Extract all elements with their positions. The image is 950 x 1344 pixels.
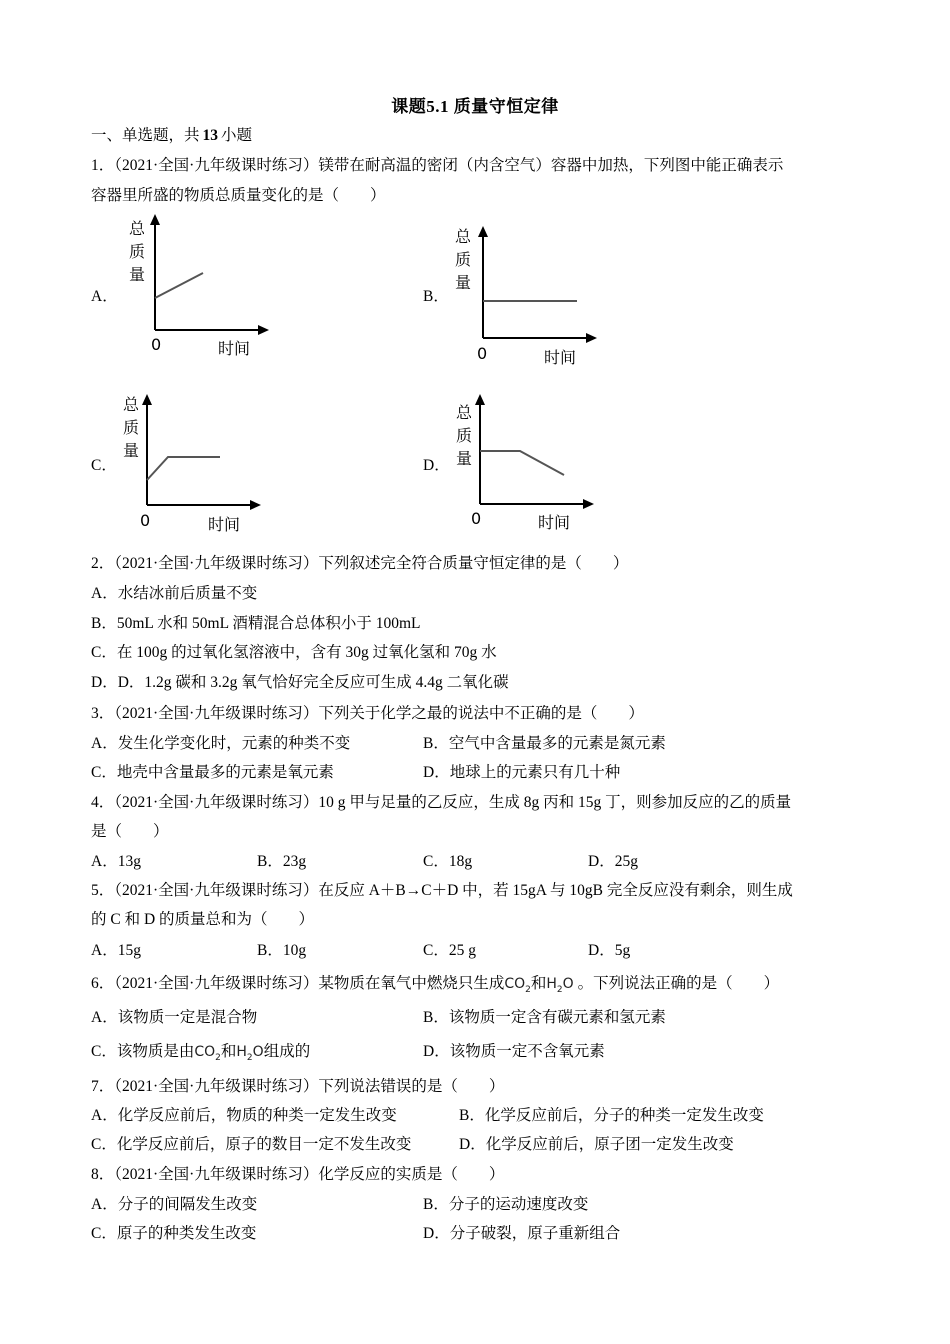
q1-graph-b — [443, 222, 613, 372]
q8-option-c[interactable]: C．原子的种类发生改变 — [91, 1225, 257, 1242]
y-label-char2: 质 — [123, 418, 140, 437]
x-axis-arrow — [258, 325, 269, 335]
q5-stem-line2: 的 C 和 D 的质量总和为（ ） — [91, 911, 315, 928]
q8-option-b[interactable]: B．分子的运动速度改变 — [423, 1196, 589, 1213]
origin-label: 0 — [471, 509, 482, 528]
x-axis-label: 时间 — [544, 348, 577, 367]
y-label-char1: 总 — [123, 395, 140, 414]
y-label-char2: 质 — [129, 242, 146, 261]
q8-option-a[interactable]: A．分子的间隔发生改变 — [91, 1196, 258, 1213]
rise-then-flat-line — [147, 457, 220, 480]
q6-option-b[interactable]: B．该物质一定含有碳元素和氢元素 — [423, 1009, 666, 1026]
q4-option-b[interactable]: B．23g — [257, 853, 307, 870]
x-axis-arrow — [250, 500, 261, 510]
y-label-char1: 总 — [455, 227, 472, 246]
q7-option-b[interactable]: B．化学反应前后，分子的种类一定发生改变 — [459, 1107, 764, 1124]
y-label-char2: 质 — [455, 250, 472, 269]
flat-then-fall-line — [480, 451, 564, 475]
y-label-char3: 量 — [123, 441, 140, 460]
q2-stem: 2．（2021·全国·九年级课时练习）下列叙述完全符合质量守恒定律的是（ ） — [91, 555, 629, 572]
q4-option-a[interactable]: A．13g — [91, 853, 141, 870]
y-label-char3: 量 — [455, 273, 472, 292]
section-heading: 一、单选题，共 13 小题 — [91, 127, 253, 144]
q3-option-a[interactable]: A．发生化学变化时，元素的种类不变 — [91, 735, 351, 752]
q1-graph-a — [115, 212, 285, 362]
q2-option-b[interactable]: B．50mL 水和 50mL 酒精混合总体积小于 100mL — [91, 615, 421, 632]
q1-graph-c — [107, 390, 277, 540]
q5-option-b[interactable]: B．10g — [257, 942, 307, 959]
y-label-char3: 量 — [129, 265, 146, 284]
q8-option-d[interactable]: D．分子破裂，原子重新组合 — [423, 1225, 621, 1242]
x-axis-arrow — [586, 333, 597, 343]
q4-option-d[interactable]: D．25g — [588, 853, 638, 870]
q7-option-c[interactable]: C．化学反应前后，原子的数目一定不发生改变 — [91, 1136, 412, 1153]
x-axis-label: 时间 — [208, 515, 241, 534]
y-label-char1: 总 — [129, 219, 146, 238]
q7-stem: 7．（2021·全国·九年级课时练习）下列说法错误的是（ ） — [91, 1078, 505, 1095]
x-axis-label: 时间 — [218, 339, 251, 358]
q5-option-c[interactable]: C．25 g — [423, 942, 476, 959]
x-axis-label: 时间 — [538, 513, 571, 532]
q6-option-a[interactable]: A．该物质一定是混合物 — [91, 1009, 258, 1026]
q8-stem: 8．（2021·全国·九年级课时练习）化学反应的实质是（ ） — [91, 1166, 505, 1183]
y-axis-arrow — [150, 214, 160, 225]
q1-option-c-label[interactable]: C． — [91, 457, 117, 474]
q3-option-b[interactable]: B．空气中含量最多的元素是氮元素 — [423, 735, 666, 752]
origin-label: 0 — [151, 335, 162, 354]
y-label-char2: 质 — [456, 426, 473, 445]
q7-option-d[interactable]: D．化学反应前后，原子团一定发生改变 — [459, 1136, 734, 1153]
x-axis-arrow — [583, 499, 594, 509]
q7-option-a[interactable]: A．化学反应前后，物质的种类一定发生改变 — [91, 1107, 397, 1124]
q3-stem: 3．（2021·全国·九年级课时练习）下列关于化学之最的说法中不正确的是（ ） — [91, 705, 644, 722]
co2-formula: $CO_2$ — [504, 976, 531, 995]
y-axis-arrow — [478, 226, 488, 237]
y-axis-arrow — [475, 394, 485, 405]
q4-stem-line1: 4．（2021·全国·九年级课时练习）10 g 甲与足量的乙反应，生成 8g 丙和 15g 丁，则参加反应的乙的质量 — [91, 794, 792, 811]
y-label-char1: 总 — [456, 403, 473, 422]
q3-option-d[interactable]: D．地球上的元素只有几十种 — [423, 764, 621, 781]
q6-option-c[interactable]: C．该物质是由$CO_2$和$H_2O$组成的 — [91, 1043, 311, 1063]
q4-stem-line2: 是（ ） — [91, 823, 169, 840]
q3-option-c[interactable]: C．地壳中含量最多的元素是氧元素 — [91, 764, 334, 781]
q5-stem-line1: 5．（2021·全国·九年级课时练习）在反应 A＋B→C＋D 中，若 15gA 与 10gB 完全反应没有剩余，则生成 — [91, 882, 793, 899]
rising-line — [155, 273, 203, 298]
question-count: 13 — [202, 127, 219, 144]
y-label-char3: 量 — [456, 449, 473, 468]
q1-option-d-label[interactable]: D． — [423, 457, 450, 474]
q1-graph-d — [440, 390, 610, 540]
y-axis-arrow — [142, 394, 152, 405]
q5-option-d[interactable]: D．5g — [588, 942, 631, 959]
q6-option-d[interactable]: D．该物质一定不含氧元素 — [423, 1043, 605, 1060]
h2o-formula: $H_2O$ — [236, 1044, 264, 1063]
q4-option-c[interactable]: C．18g — [423, 853, 473, 870]
q6-stem: 6．（2021·全国·九年级课时练习）某物质在氧气中燃烧只生成$CO_2$和$H_2O$ 。下列说法正确的是（ ） — [91, 975, 780, 995]
q2-option-d[interactable]: D．D．1.2g 碳和 3.2g 氧气恰好完全反应可生成 4.4g 二氧化碳 — [91, 674, 509, 691]
q1-option-b-label[interactable]: B． — [423, 288, 449, 305]
h2o-formula: $H_2O$ — [546, 976, 574, 995]
origin-label: 0 — [140, 511, 151, 530]
q2-option-c[interactable]: C．在 100g 的过氧化氢溶液中，含有 30g 过氧化氢和 70g 水 — [91, 644, 497, 661]
q1-stem-line2: 容器里所盛的物质总质量变化的是（ ） — [91, 187, 386, 204]
page-title: 课题5.1 质量守恒定律 — [391, 97, 559, 116]
origin-label: 0 — [477, 344, 488, 363]
q1-option-a-label[interactable]: A． — [91, 288, 118, 305]
q2-option-a[interactable]: A．水结冰前后质量不变 — [91, 585, 258, 602]
q5-option-a[interactable]: A．15g — [91, 942, 141, 959]
q1-stem-line1: 1．（2021·全国·九年级课时练习）镁带在耐高温的密闭（内含空气）容器中加热，下列图中能正确表示 — [91, 157, 784, 174]
co2-formula: $CO_2$ — [194, 1044, 221, 1063]
